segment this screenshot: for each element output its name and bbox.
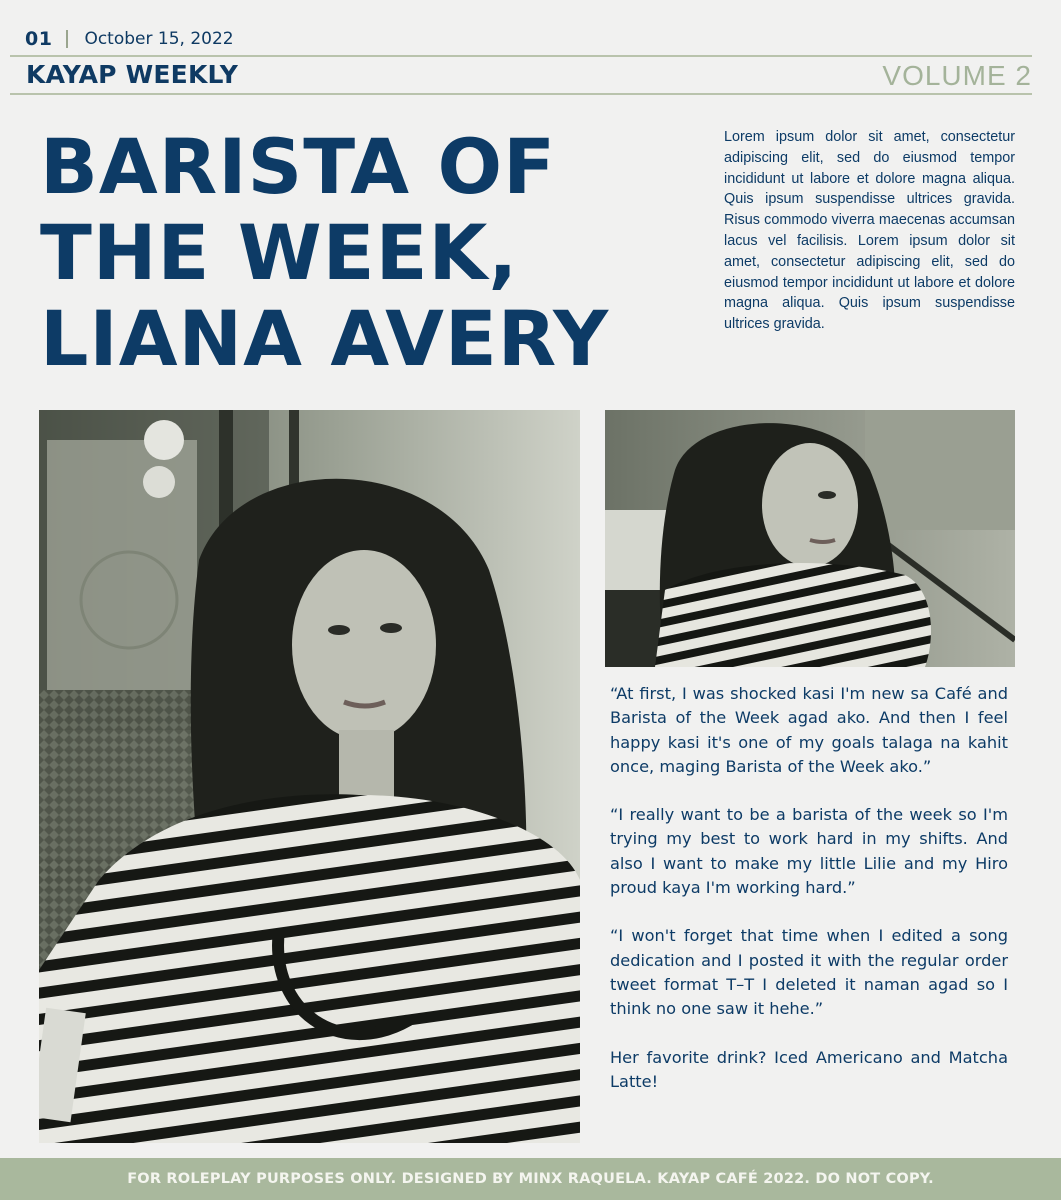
headline-line: BARISTA OF (40, 122, 557, 211)
footer-disclaimer: FOR ROLEPLAY PURPOSES ONLY. DESIGNED BY MINX RAQUELA. KAYAP CAFÉ 2022. DO NOT COPY. (127, 1171, 934, 1187)
top-rule (10, 55, 1032, 57)
headline-line: THE WEEK, (40, 208, 519, 297)
issue-bar (25, 27, 234, 51)
favorite-drink-paragraph: Her favorite drink? Iced Americano and Matcha Latte! (610, 1047, 1008, 1091)
issue-date: October 15, 2022 (84, 29, 234, 49)
volume-label: VOLUME 2 (882, 60, 1032, 91)
footer-bar (0, 1158, 1061, 1200)
quote-paragraph: “I really want to be a barista of the week so I'm trying my best to work hard in my shifts. And also I want to make my little Lilie and my Hiro proud kaya I'm working hard.” (610, 805, 1008, 898)
issue-number: 01 (25, 28, 53, 50)
article-headline (40, 124, 700, 382)
quotes-column (610, 682, 1008, 1094)
intro-paragraph: Lorem ipsum dolor sit amet, consectetur adipiscing elit, sed do eiusmod tempor incididunt ut labore et dolore magna aliqua. Quis ipsum suspendisse ultrices gravida. Risus commodo viverra maecenas accumsan lacus vel facilisis. Lorem ipsum dolor sit amet, consectetur adipiscing elit, sed do eiusmod tempor incididunt ut labore et dolore magna aliqua. Quis ipsum suspendisse ultrices gravida. (724, 129, 1015, 333)
publication-title: KAYAP WEEKLY (26, 60, 239, 89)
quote-paragraph: “At first, I was shocked kasi I'm new sa Café and Barista of the Week agad ako. And then I feel happy kasi it's one of my goals talaga na kahit once, maging Barista of the Week ako.” (610, 684, 1008, 776)
divider (66, 30, 68, 48)
quote-paragraph: “I won't forget that time when I edited a song dedication and I posted it with the regular order tweet format T–T I deleted it naman agad so I think no one saw it hehe.” (610, 926, 1008, 1019)
main-portrait-photo (39, 410, 580, 1143)
headline-line: LIANA AVERY (40, 294, 610, 383)
side-portrait-photo (605, 410, 1015, 667)
masthead-rule (10, 93, 1032, 95)
